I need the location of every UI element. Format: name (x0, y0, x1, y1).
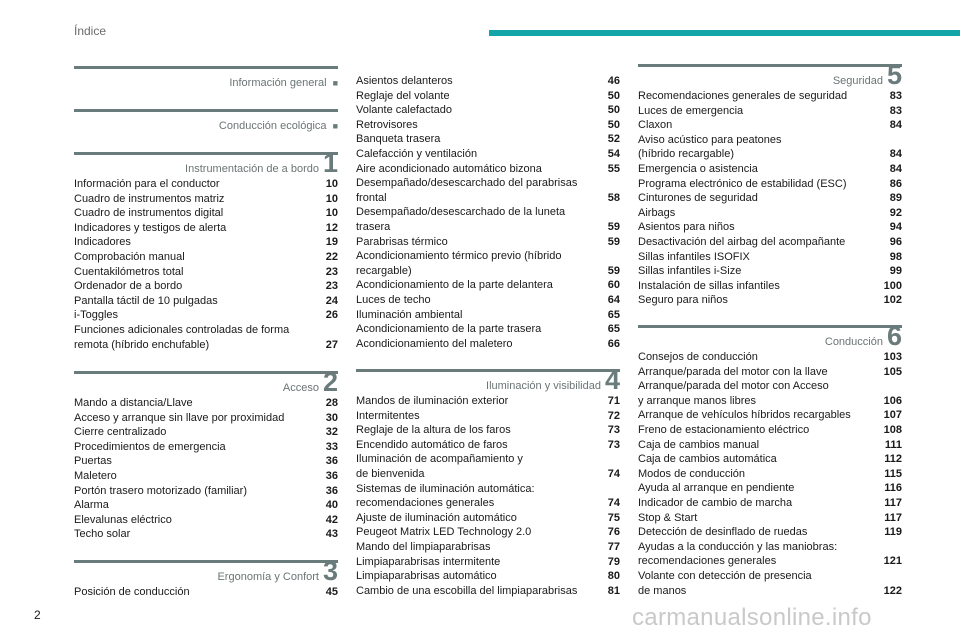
toc-entry-page: 111 (884, 438, 902, 451)
toc-entry-page: 23 (325, 265, 338, 278)
toc-entry[interactable] (74, 513, 338, 528)
toc-entry-page: 84 (889, 162, 902, 175)
toc-entry-page: 121 (883, 555, 902, 568)
toc-entry[interactable] (356, 584, 620, 599)
toc-entry-page: 74 (607, 497, 620, 510)
toc-entry[interactable] (356, 293, 620, 308)
toc-entry-page: 119 (884, 526, 902, 539)
toc-entry-list (74, 585, 338, 600)
toc-entry-title: Portón trasero motorizado (familiar) (74, 484, 248, 497)
toc-entry-page: 84 (889, 119, 902, 132)
toc-entry[interactable] (74, 192, 338, 207)
toc-entry-title: remota (híbrido enchufable) (74, 338, 210, 351)
toc-entry-title: Stop & Start (638, 511, 698, 524)
toc-entry-list (74, 396, 338, 542)
toc-entry[interactable] (356, 264, 620, 279)
toc-entry-title: Iluminación ambiental (356, 308, 463, 321)
toc-entry-title: Ordenador de a bordo (74, 280, 183, 293)
toc-section-3 (74, 556, 338, 600)
toc-section-6 (638, 321, 902, 598)
toc-entry[interactable] (74, 338, 338, 353)
square-bullet-icon: ■ (332, 121, 338, 131)
toc-entry[interactable] (638, 250, 902, 265)
section-title[interactable]: Información general (229, 77, 327, 89)
toc-section-1 (74, 148, 338, 352)
toc-entry-list (638, 350, 902, 598)
toc-entry-page: 99 (889, 265, 902, 278)
toc-entry-title: Ajuste de iluminación automático (356, 511, 517, 524)
toc-entry[interactable] (356, 147, 620, 162)
toc-entry-page: 77 (607, 540, 620, 553)
toc-entry[interactable] (356, 308, 620, 323)
toc-entry-title: Caja de cambios manual (638, 438, 760, 451)
toc-entry-title: de bienvenida (356, 467, 425, 480)
section-header (74, 148, 338, 178)
toc-entry-page: 103 (883, 351, 902, 363)
section-title[interactable]: Ergonomía y Confort (217, 571, 319, 583)
toc-entry-page: 59 (607, 264, 620, 277)
toc-entry-title: Arranque/parada del motor con Acceso (638, 380, 829, 393)
toc-entry[interactable] (356, 496, 620, 511)
toc-entry-title: Limpiaparabrisas automático (356, 570, 497, 583)
toc-entry[interactable] (356, 452, 620, 467)
toc-entry[interactable] (638, 438, 902, 453)
toc-entry[interactable] (356, 205, 620, 220)
toc-entry[interactable] (74, 411, 338, 426)
toc-entry[interactable] (74, 484, 338, 499)
toc-entry[interactable] (74, 425, 338, 440)
toc-entry-page: 122 (883, 584, 902, 597)
section-number: 2 (322, 367, 338, 397)
toc-entry-page: 27 (325, 338, 338, 351)
section-header (74, 367, 338, 397)
toc-entry-title: Acondicionamiento de la parte delantera (356, 279, 553, 292)
toc-entry-page: 59 (607, 220, 620, 233)
toc-entry-page: 32 (325, 426, 338, 439)
toc-entry[interactable] (638, 452, 902, 467)
toc-entry-title: Desempañado/desescarchado del parabrisas (356, 177, 578, 190)
toc-entry[interactable] (638, 423, 902, 438)
toc-entry[interactable] (74, 221, 338, 236)
toc-entry-title: Parabrisas térmico (356, 235, 448, 248)
toc-entry-page: 117 (884, 496, 902, 509)
toc-entry-title: Asientos delanteros (356, 75, 453, 87)
toc-entry[interactable] (638, 365, 902, 380)
toc-entry-page: 108 (883, 423, 902, 436)
toc-entry[interactable] (74, 396, 338, 411)
toc-entry-page: 66 (607, 337, 620, 350)
toc-entry[interactable] (356, 423, 620, 438)
toc-section-conduccion-ecologica (74, 109, 338, 134)
toc-entry-title: y arranque manos libres (638, 394, 757, 407)
toc-entry-title: Detección de desinflado de ruedas (638, 526, 808, 539)
toc-entry-title: Retrovisores (356, 118, 418, 131)
toc-entry[interactable] (74, 279, 338, 294)
toc-entry[interactable] (356, 394, 620, 409)
toc-entry[interactable] (356, 249, 620, 264)
toc-entry-page: 105 (883, 365, 902, 378)
toc-entry-page: 92 (889, 206, 902, 219)
toc-entry-page: 36 (325, 455, 338, 468)
toc-entry-title: Encendido automático de faros (356, 438, 508, 451)
toc-entry[interactable] (638, 177, 902, 192)
toc-entry[interactable] (356, 89, 620, 104)
toc-entry[interactable] (356, 220, 620, 235)
toc-entry[interactable] (356, 162, 620, 177)
toc-entry-title: Banqueta trasera (356, 133, 441, 146)
toc-section-5 (638, 60, 902, 308)
toc-entry-title: Mando a distancia/Llave (74, 397, 193, 409)
toc-entry-title: Cuentakilómetros total (74, 265, 184, 278)
toc-entry[interactable] (356, 103, 620, 118)
toc-entry[interactable] (356, 322, 620, 337)
toc-entry-title: Sillas infantiles i-Size (638, 265, 742, 278)
toc-entry-title: Cambio de una escobilla del limpiaparabrisas (356, 584, 578, 597)
toc-entry-title: frontal (356, 191, 387, 204)
toc-entry-title: Acceso y arranque sin llave por proximidad (74, 411, 285, 424)
toc-entry[interactable] (74, 235, 338, 250)
toc-entry-title: Airbags (638, 206, 676, 219)
toc-entry-page: 73 (607, 424, 620, 437)
toc-entry-page: 54 (607, 147, 620, 160)
toc-entry-title: Asientos para niños (638, 221, 735, 234)
toc-entry-title: Volante calefactado (356, 104, 453, 117)
toc-entry-title: Arranque/parada del motor con la llave (638, 365, 828, 378)
toc-entry-title: Indicadores (74, 236, 131, 249)
toc-entry-page: 46 (607, 75, 620, 87)
toc-entry-title: Caja de cambios automática (638, 453, 777, 466)
toc-entry[interactable] (638, 379, 902, 394)
toc-entry-page: 55 (607, 162, 620, 175)
toc-entry-title: Cierre centralizado (74, 426, 167, 439)
toc-entry-title: Funciones adicionales controladas de forma (74, 323, 290, 336)
toc-entry[interactable] (356, 409, 620, 424)
page-header-title: Índice (74, 24, 107, 38)
section-number: 6 (886, 321, 902, 351)
toc-entry-page: 60 (607, 279, 620, 292)
section-title[interactable]: Iluminación y visibilidad (486, 380, 601, 392)
toc-entry-page: 89 (889, 192, 902, 205)
toc-entry-page: 79 (607, 555, 620, 568)
watermark: carmanualsonline.info (632, 604, 872, 631)
toc-entry[interactable] (638, 584, 902, 599)
toc-entry-title: i-Toggles (74, 309, 119, 322)
toc-entry-title: Información para el conductor (74, 178, 220, 190)
toc-entry[interactable] (638, 511, 902, 526)
toc-entry[interactable] (356, 569, 620, 584)
header-accent-bar (489, 30, 960, 36)
toc-entry-title: Posición de conducción (74, 586, 190, 598)
toc-entry-title: Reglaje de la altura de los faros (356, 424, 511, 437)
toc-entry-title: Indicadores y testigos de alerta (74, 221, 227, 234)
toc-entry-page: 107 (883, 409, 902, 422)
toc-entry[interactable] (638, 481, 902, 496)
toc-entry[interactable] (74, 585, 338, 600)
toc-entry-title: recomendaciones generales (638, 555, 777, 568)
toc-entry-page: 24 (325, 294, 338, 307)
toc-entry[interactable] (356, 467, 620, 482)
toc-entry-title: Seguro para niños (638, 294, 728, 307)
square-bullet-icon: ■ (332, 78, 338, 88)
toc-entry-title: Cinturones de seguridad (638, 192, 758, 205)
toc-entry[interactable] (638, 264, 902, 279)
toc-section-informacion-general (74, 66, 338, 91)
toc-entry-page: 12 (325, 221, 338, 234)
toc-entry[interactable] (356, 191, 620, 206)
toc-entry-page: 98 (889, 250, 902, 263)
toc-entry-title: (híbrido recargable) (638, 148, 734, 161)
toc-entry-page: 94 (889, 221, 902, 234)
page-number: 2 (34, 608, 41, 622)
toc-entry[interactable] (356, 540, 620, 555)
toc-entry-page: 71 (607, 395, 620, 407)
section-header (638, 321, 902, 351)
toc-entry-title: Peugeot Matrix LED Technology 2.0 (356, 526, 532, 539)
toc-entry-page: 19 (325, 236, 338, 249)
toc-entry[interactable] (638, 569, 902, 584)
toc-entry-page: 86 (889, 177, 902, 190)
section-header (74, 109, 338, 134)
toc-entry-title: Techo solar (74, 528, 131, 541)
toc-entry-title: Limpiaparabrisas intermitente (356, 555, 501, 568)
toc-entry-page: 72 (607, 409, 620, 422)
toc-entry[interactable] (74, 265, 338, 280)
toc-entry-page: 40 (325, 499, 338, 512)
toc-entry[interactable] (638, 408, 902, 423)
toc-entry[interactable] (638, 394, 902, 409)
toc-entry[interactable] (638, 147, 902, 162)
toc-entry-title: Luces de emergencia (638, 104, 744, 117)
toc-entry[interactable] (356, 555, 620, 570)
toc-entry[interactable] (638, 350, 902, 365)
toc-entry[interactable] (74, 440, 338, 455)
section-title[interactable]: Acceso (282, 382, 319, 394)
toc-entry-page: 36 (325, 484, 338, 497)
toc-entry-page: 73 (607, 438, 620, 451)
toc-entry-page: 26 (325, 309, 338, 322)
toc-entry-page: 10 (325, 207, 338, 220)
toc-entry-title: Procedimientos de emergencia (74, 440, 226, 453)
toc-entry[interactable] (74, 177, 338, 192)
toc-entry-page: 52 (607, 133, 620, 146)
toc-entry-page: 65 (607, 323, 620, 336)
toc-entry-page: 75 (607, 511, 620, 524)
toc-entry-title: Indicador de cambio de marcha (638, 496, 793, 509)
section-title[interactable]: Conducción ecológica (218, 120, 327, 132)
toc-entry[interactable] (638, 220, 902, 235)
toc-entry[interactable] (74, 323, 338, 338)
toc-entry-list (356, 74, 620, 351)
toc-entry-page: 106 (883, 394, 902, 407)
toc-entry[interactable] (638, 104, 902, 119)
toc-entry[interactable] (356, 482, 620, 497)
toc-entry-list (638, 89, 902, 308)
toc-entry[interactable] (638, 206, 902, 221)
toc-entry-page: 43 (325, 528, 338, 541)
toc-entry-page: 116 (884, 482, 902, 495)
toc-entry[interactable] (638, 235, 902, 250)
toc-entry-title: Mandos de iluminación exterior (356, 395, 509, 407)
toc-entry[interactable] (638, 279, 902, 294)
toc-entry-title: Iluminación de acompañamiento y (356, 453, 523, 466)
toc-entry-title: recomendaciones generales (356, 497, 495, 510)
toc-entry[interactable] (638, 293, 902, 308)
toc-entry-title: Ayudas a la conducción y las maniobras: (638, 540, 838, 553)
toc-entry[interactable] (638, 162, 902, 177)
toc-entry[interactable] (356, 525, 620, 540)
toc-entry[interactable] (638, 540, 902, 555)
toc-entry-page: 112 (884, 453, 902, 466)
toc-entry-page: 33 (325, 440, 338, 453)
section-header (356, 365, 620, 395)
toc-entry-title: Reglaje del volante (356, 89, 450, 102)
toc-entry-title: trasera (356, 220, 391, 233)
toc-entry-page: 76 (607, 526, 620, 539)
section-title[interactable]: Instrumentación de a bordo (185, 163, 319, 175)
toc-entry-page: 100 (883, 279, 902, 292)
toc-entry-title: Arranque de vehículos híbridos recargables (638, 409, 851, 422)
toc-entry-title: Ayuda al arranque en pendiente (638, 482, 795, 495)
toc-entry-page: 22 (325, 250, 338, 263)
toc-entry[interactable] (356, 118, 620, 133)
toc-entry-title: Claxon (638, 119, 673, 132)
toc-entry-page: 50 (607, 89, 620, 102)
toc-entry-page: 23 (325, 280, 338, 293)
toc-entry-page: 115 (884, 467, 902, 480)
toc-entry-title: Cuadro de instrumentos digital (74, 207, 224, 220)
toc-entry[interactable] (638, 467, 902, 482)
toc-entry[interactable] (638, 191, 902, 206)
toc-entry-title: de manos (638, 584, 687, 597)
section-title[interactable]: Conducción (824, 336, 883, 348)
toc-entry-title: Consejos de conducción (638, 351, 758, 363)
toc-entry-page: 36 (325, 469, 338, 482)
toc-entry[interactable] (356, 132, 620, 147)
toc-entry-page: 30 (325, 411, 338, 424)
toc-entry-list (356, 394, 620, 598)
toc-entry-title: Cuadro de instrumentos matriz (74, 192, 225, 205)
toc-entry-title: Luces de techo (356, 293, 431, 306)
toc-entry-title: Recomendaciones generales de seguridad (638, 90, 848, 102)
toc-entry-page: 42 (325, 513, 338, 526)
toc-entry[interactable] (74, 454, 338, 469)
toc-section-4 (356, 365, 620, 598)
toc-entry[interactable] (356, 511, 620, 526)
section-header (74, 556, 338, 586)
section-number: 4 (604, 365, 620, 395)
toc-section-3-continued (356, 74, 620, 351)
section-number: 3 (322, 556, 338, 586)
toc-entry-title: Volante con detección de presencia (638, 569, 812, 582)
toc-section-2 (74, 367, 338, 542)
toc-entry[interactable] (74, 294, 338, 309)
toc-entry-title: Acondicionamiento térmico previo (híbrido (356, 250, 562, 263)
toc-entry[interactable] (638, 554, 902, 569)
section-number: 1 (322, 148, 338, 178)
toc-entry-title: recargable) (356, 264, 412, 277)
toc-entry-page: 28 (325, 397, 338, 409)
toc-entry-page: 59 (607, 235, 620, 248)
toc-entry[interactable] (74, 469, 338, 484)
toc-entry-title: Acondicionamiento de la parte trasera (356, 323, 542, 336)
toc-entry-page: 117 (884, 511, 902, 524)
toc-entry-title: Emergencia o asistencia (638, 162, 758, 175)
toc-entry-page: 83 (889, 90, 902, 102)
toc-entry[interactable] (638, 89, 902, 104)
toc-entry-page: 50 (607, 118, 620, 131)
section-number: 5 (886, 60, 902, 90)
toc-entry-page: 74 (607, 467, 620, 480)
toc-entry-page: 65 (607, 308, 620, 321)
toc-entry-page: 10 (325, 192, 338, 205)
toc-entry[interactable] (638, 525, 902, 540)
toc-entry-page: 83 (889, 104, 902, 117)
toc-entry-title: Programa electrónico de estabilidad (ESC) (638, 177, 847, 190)
toc-entry-title: Elevalunas eléctrico (74, 513, 172, 526)
toc-entry-title: Acondicionamiento del maletero (356, 337, 513, 350)
toc-entry-page: 84 (889, 148, 902, 161)
toc-entry[interactable] (356, 337, 620, 352)
toc-entry[interactable] (356, 235, 620, 250)
toc-entry-title: Instalación de sillas infantiles (638, 279, 780, 292)
toc-entry-page: 10 (325, 178, 338, 190)
section-title[interactable]: Seguridad (832, 75, 883, 87)
toc-entry-title: Desempañado/desescarchado de la luneta (356, 206, 566, 219)
toc-entry-title: Pantalla táctil de 10 pulgadas (74, 294, 218, 307)
toc-entry-title: Sillas infantiles ISOFIX (638, 250, 750, 263)
toc-entry-title: Freno de estacionamiento eléctrico (638, 423, 810, 436)
toc-entry-title: Sistemas de iluminación automática: (356, 482, 535, 495)
toc-entry-title: Desactivación del airbag del acompañante (638, 235, 846, 248)
toc-entry-page: 96 (889, 235, 902, 248)
toc-entry-title: Alarma (74, 499, 109, 512)
toc-entry-title: Puertas (74, 455, 112, 468)
toc-entry-page: 45 (325, 586, 338, 598)
toc-entry[interactable] (356, 278, 620, 293)
toc-entry[interactable] (74, 498, 338, 513)
toc-entry-title: Mando del limpiaparabrisas (356, 540, 491, 553)
toc-entry-page: 58 (607, 191, 620, 204)
toc-entry-title: Aviso acústico para peatones (638, 133, 782, 146)
section-header (638, 60, 902, 90)
toc-entry-title: Comprobación manual (74, 250, 185, 263)
toc-entry[interactable] (638, 496, 902, 511)
toc-entry[interactable] (356, 74, 620, 89)
toc-entry-title: Maletero (74, 469, 117, 482)
toc-entry[interactable] (74, 250, 338, 265)
section-header (74, 66, 338, 91)
toc-entry-page: 80 (607, 570, 620, 583)
toc-entry-page: 50 (607, 104, 620, 117)
toc-entry-page: 102 (883, 294, 902, 307)
toc-entry[interactable] (74, 206, 338, 221)
toc-entry[interactable] (638, 118, 902, 133)
toc-entry-page: 81 (607, 584, 620, 597)
toc-entry[interactable] (74, 308, 338, 323)
toc-entry[interactable] (638, 133, 902, 148)
toc-entry[interactable] (74, 527, 338, 542)
toc-entry-title: Aire acondicionado automático bizona (356, 162, 542, 175)
toc-entry[interactable] (356, 438, 620, 453)
toc-entry-title: Intermitentes (356, 409, 420, 422)
toc-entry-title: Modos de conducción (638, 467, 746, 480)
toc-entry-title: Calefacción y ventilación (356, 147, 478, 160)
toc-entry-page: 64 (607, 293, 620, 306)
toc-entry-list (74, 177, 338, 352)
toc-entry[interactable] (356, 176, 620, 191)
